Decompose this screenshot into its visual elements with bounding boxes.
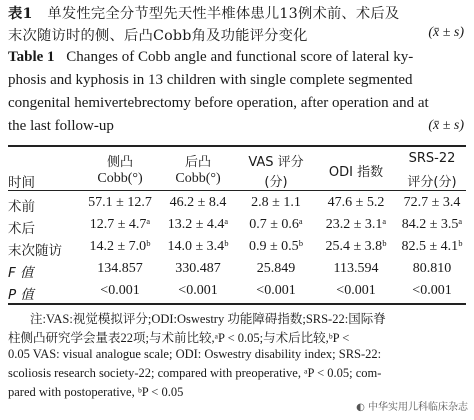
header-lateral-unit: Cobb(°) [97, 171, 143, 186]
table-note-line3: 0.05 VAS: visual analogue scale; ODI: Oswestry disability index; SRS-22: [8, 347, 382, 361]
table-cell: 23.2 ± 3.1ᵃ [325, 217, 387, 232]
table-cell: 13.2 ± 4.4ᵃ [167, 217, 229, 232]
caption-en-text1: Changes of Cobb angle and functional score of lateral ky- [66, 49, 414, 65]
caption-zh-text1: 单发性完全分节型先天性半椎体患儿13例术前、术后及 [47, 6, 400, 22]
header-lateral: 侧凸 [106, 155, 133, 170]
table-note-line1: 注:VAS:视觉模拟评分;ODI:Oswestry 功能障碍指数;SRS-22:国际脊 [30, 312, 386, 326]
header-srs: SRS-22 [408, 151, 456, 166]
header-srs-unit: 评分(分) [407, 175, 457, 190]
header-time: 时间 [8, 175, 35, 191]
table-cell: <0.001 [412, 283, 452, 298]
caption-en-line3: congenital hemivertebrectomy before operation, after operation and at [8, 95, 429, 111]
caption-zh-label: 表1 [8, 6, 33, 22]
table-cell: 80.810 [412, 261, 452, 276]
table-cell: <0.001 [100, 283, 140, 298]
table-cell: 25.849 [256, 261, 296, 276]
table-note-line4: scoliosis research society-22; compared with preoperative, ᵃP < 0.05; com- [8, 366, 382, 380]
caption-zh-line2: 末次随访时的侧、后凸Cobb角及功能评分变化 [8, 28, 308, 44]
caption-en-line1 [8, 49, 413, 66]
table-cell: 0.9 ± 0.5ᵇ [248, 239, 304, 254]
table-cell: 47.6 ± 5.2 [327, 195, 385, 210]
table-cell: 84.2 ± 3.5ᵃ [401, 217, 463, 232]
table-cell: 113.594 [333, 261, 379, 276]
table-cell: 134.857 [97, 261, 143, 276]
row-label-postop: 术后 [8, 221, 35, 237]
journal-watermark [356, 398, 468, 413]
table-note-line2: 柱侧凸研究学会量表22项;与术前比较,ᵃP < 0.05;与术后比较,ᵇP < [8, 331, 350, 345]
header-vas: VAS 评分 [248, 155, 304, 170]
wechat-icon: ◐ [356, 402, 365, 413]
caption-zh-unit: (x̄ ± s) [428, 25, 464, 40]
table-cell: 2.8 ± 1.1 [251, 195, 301, 210]
table-cell: <0.001 [256, 283, 296, 298]
table-cell: 0.7 ± 0.6ᵃ [249, 217, 303, 232]
table-top-rule [8, 145, 466, 147]
table-cell: 46.2 ± 8.4 [169, 195, 227, 210]
table-cell: 12.7 ± 4.7ᵃ [89, 217, 151, 232]
table-cell: 330.487 [175, 261, 221, 276]
watermark-text: 中华实用儿科临床杂志 [368, 402, 468, 413]
caption-en-label: Table 1 [8, 49, 55, 65]
caption-en-line4: the last follow-up [8, 118, 114, 134]
table-cell: 25.4 ± 3.8ᵇ [325, 239, 387, 254]
table-cell: 57.1 ± 12.7 [88, 195, 152, 210]
table-cell: <0.001 [178, 283, 218, 298]
row-label-preop: 术前 [8, 199, 35, 215]
header-odi: ODI 指数 [328, 165, 384, 180]
table-cell: 72.7 ± 3.4 [403, 195, 461, 210]
row-label-f: F 值 [8, 265, 34, 281]
caption-en-unit: (x̄ ± s) [428, 118, 464, 133]
table-cell: 14.2 ± 7.0ᵇ [89, 239, 151, 254]
caption-zh-line1 [8, 3, 399, 23]
caption-en-line2: phosis and kyphosis in 13 children with single complete segmented [8, 72, 413, 88]
row-label-last-followup: 末次随访 [8, 243, 62, 259]
table-cell: <0.001 [336, 283, 376, 298]
table-header-rule [8, 190, 466, 191]
header-kyphosis-unit: Cobb(°) [175, 171, 221, 186]
table-note-line5: pared with postoperative, ᵇP < 0.05 [8, 385, 184, 399]
row-label-p: P 值 [8, 287, 34, 303]
header-vas-unit: (分) [264, 175, 288, 190]
table-cell: 14.0 ± 3.4ᵇ [167, 239, 229, 254]
table-bottom-rule [8, 303, 466, 305]
table-cell: 82.5 ± 4.1ᵇ [401, 239, 463, 254]
header-kyphosis: 后凸 [184, 155, 211, 170]
